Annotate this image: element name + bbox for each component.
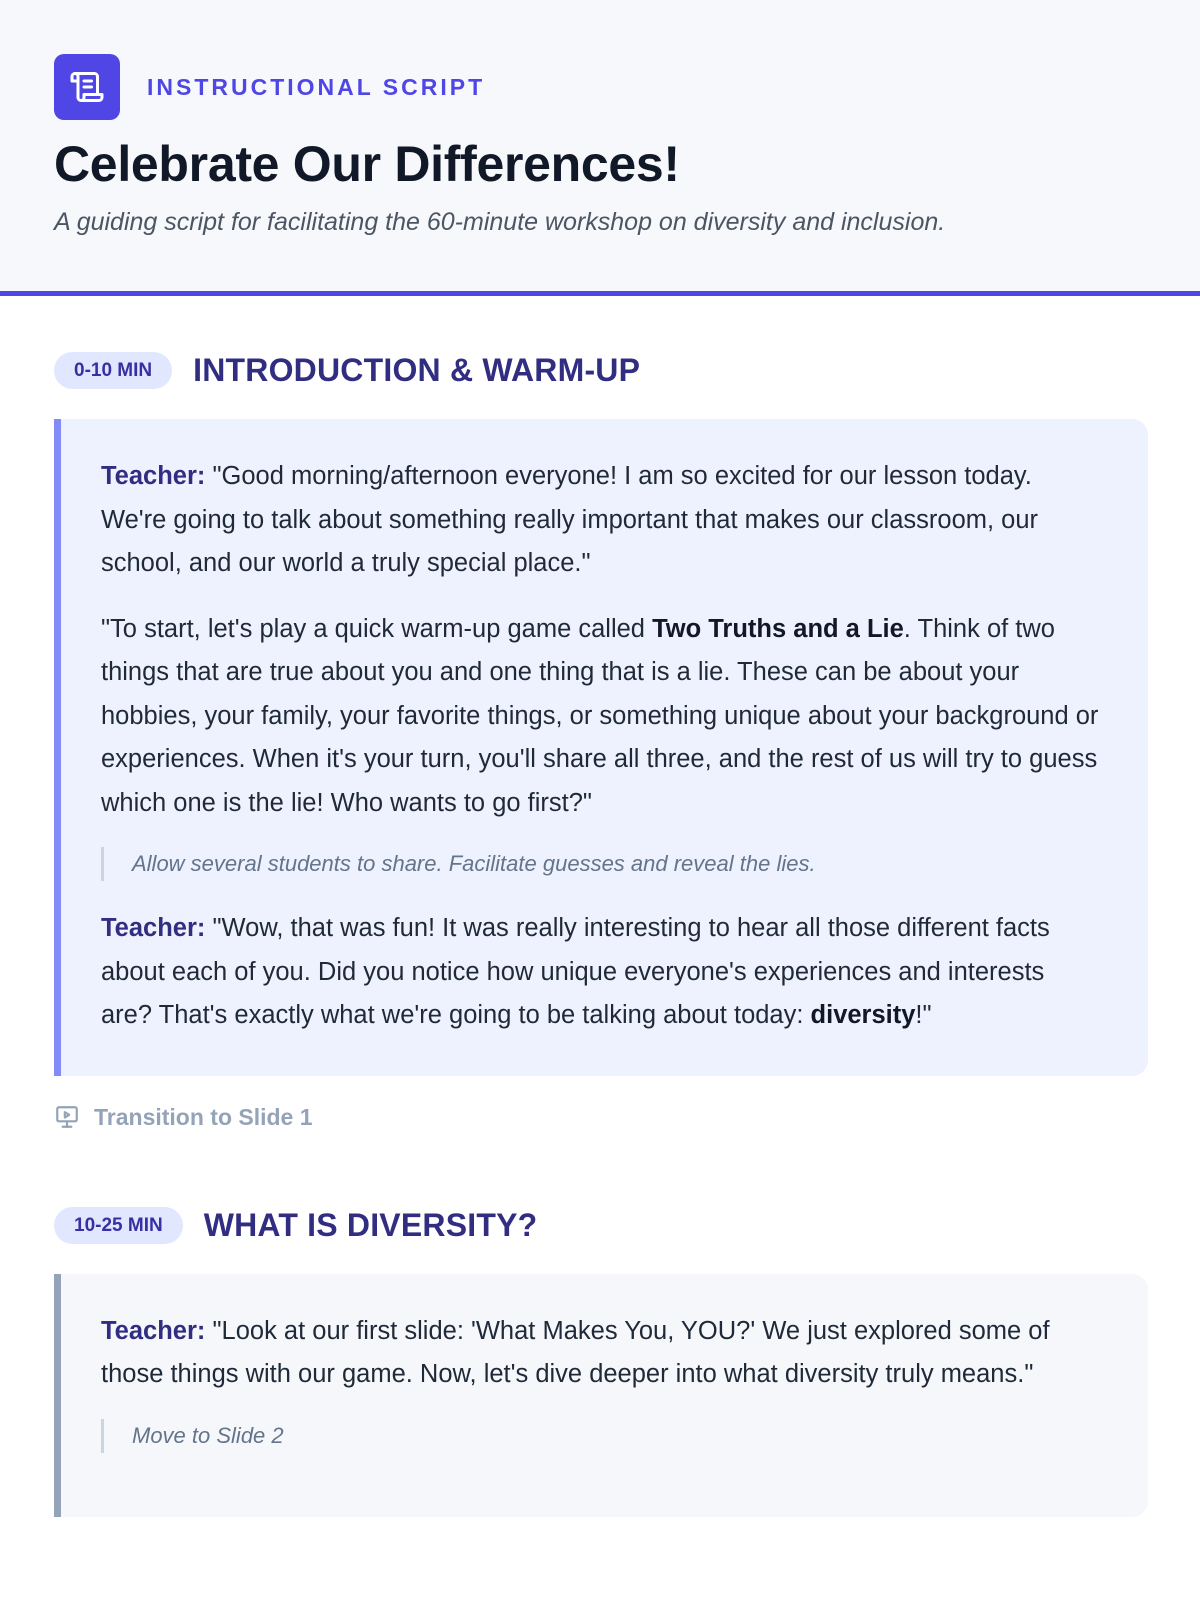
stage-direction: Allow several students to share. Facilitate guesses and reveal the lies.: [101, 847, 1100, 881]
speaker-label: Teacher:: [101, 462, 206, 490]
transition-text: Transition to Slide 1: [94, 1103, 313, 1130]
paragraph-text: !": [915, 1001, 932, 1029]
time-badge: 0-10 MIN: [54, 352, 172, 389]
script-card: [54, 1274, 1148, 1517]
speaker-label: Teacher:: [101, 914, 206, 942]
script-card: [54, 419, 1148, 1076]
page-subtitle: A guiding script for facilitating the 60-minute workshop on diversity and inclusion.: [54, 208, 946, 236]
paragraph-text: "Look at our first slide: 'What Makes You, YOU?' We just explored some of those things with our game. Now, let's dive deeper into what diversity truly means.": [101, 1316, 1050, 1388]
section-title: WHAT IS DIVERSITY?: [203, 1206, 538, 1243]
script-body: [0, 352, 1200, 1517]
scroll-icon: [54, 54, 120, 120]
time-badge: 10-25 MIN: [54, 1207, 183, 1244]
brand-row: [54, 54, 1146, 120]
script-paragraph: [101, 1310, 1100, 1397]
paragraph-text: . Think of two things that are true about you and one thing that is a lie. These can be about your hobbies, your family, your favorite things, or something unique about your background or experiences. When it's your turn, you'll share all three, and the rest of us will try to guess which one is the lie! Who wants to go first?": [101, 614, 1099, 817]
paragraph-text: "To start, let's play a quick warm-up game called: [101, 614, 653, 643]
game-name: Two Truths and a Lie: [652, 614, 904, 643]
section-title: INTRODUCTION & WARM-UP: [193, 352, 641, 388]
page-title: Celebrate Our Differences!: [54, 136, 680, 192]
script-paragraph: [101, 455, 1100, 586]
script-paragraph: [101, 907, 1100, 1038]
paragraph-text: "Good morning/afternoon everyone! I am so excited for our lesson today. We're going to talk about something really important that makes our classroom, our school, and our world a truly special place.": [101, 462, 1039, 577]
section-header-diversity: [54, 1207, 1146, 1244]
transition-cue: [54, 1104, 1146, 1131]
page-header: [0, 0, 1200, 296]
presentation-icon: [54, 1104, 80, 1130]
script-paragraph: [101, 608, 1100, 826]
eyebrow-label: INSTRUCTIONAL SCRIPT: [147, 73, 486, 100]
section-header-intro: [54, 352, 1146, 389]
paragraph-text: "Wow, that was fun! It was really interesting to hear all those different facts about each of you. Did you notice how unique everyone's experiences and interests are? That's exactly what we're going to be talking about today:: [101, 914, 1050, 1029]
stage-direction: Move to Slide 2: [101, 1419, 1100, 1453]
keyword: diversity: [810, 1001, 916, 1029]
speaker-label: Teacher:: [101, 1316, 206, 1345]
